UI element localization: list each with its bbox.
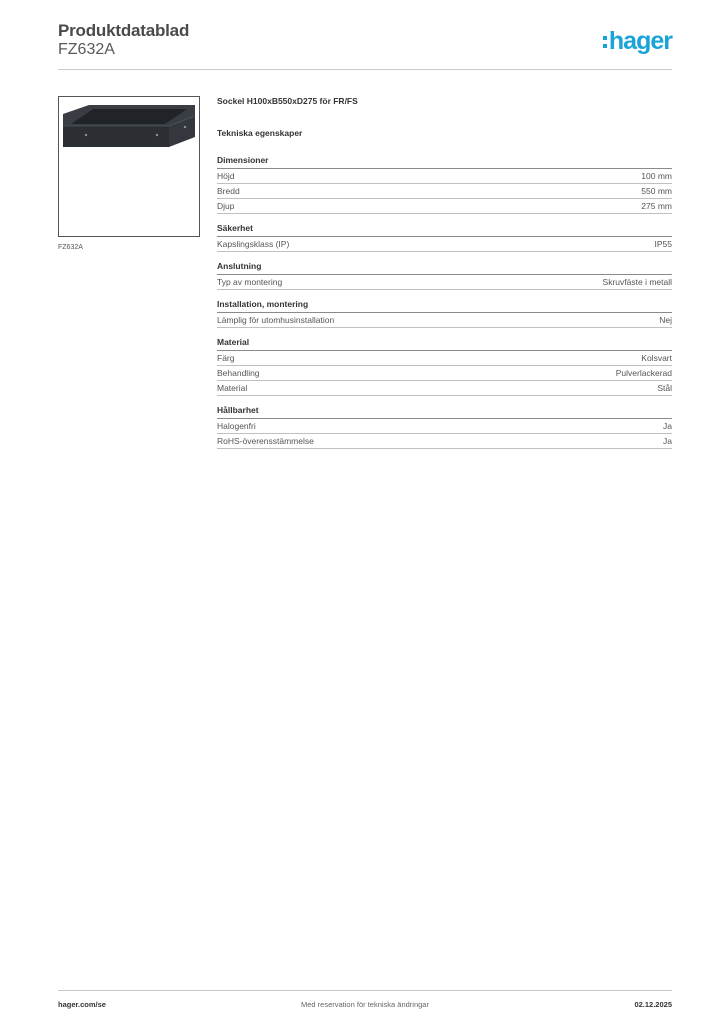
spec-value: Nej <box>659 315 672 325</box>
page-title: Produktdatablad <box>58 21 190 40</box>
spec-label: Halogenfri <box>217 421 256 431</box>
spec-value: Skruvfäste i metall <box>602 277 672 287</box>
spec-row <box>217 313 672 328</box>
spec-label: Lämplig för utomhusinstallation <box>217 315 335 325</box>
spec-label: RoHS-överensstämmelse <box>217 436 314 446</box>
spec-value: IP55 <box>654 239 672 249</box>
section-title: Hållbarhet <box>217 405 672 419</box>
spec-row <box>217 351 672 366</box>
hager-logo[interactable] <box>603 27 672 56</box>
spec-content <box>217 96 672 458</box>
spec-row <box>217 434 672 449</box>
spec-label: Typ av montering <box>217 277 283 287</box>
spec-label: Höjd <box>217 171 235 181</box>
footer-disclaimer: Med reservation för tekniska ändringar <box>301 1000 429 1009</box>
logo-dots-icon <box>603 34 607 50</box>
spec-value: Kolsvart <box>641 353 672 363</box>
section-title: Material <box>217 337 672 351</box>
section-title: Installation, montering <box>217 299 672 313</box>
spec-label: Färg <box>217 353 235 363</box>
spec-value: 275 mm <box>641 201 672 211</box>
spec-label: Material <box>217 383 248 393</box>
cabinet-base-icon <box>59 97 199 236</box>
spec-row <box>217 169 672 184</box>
spec-group <box>217 405 672 449</box>
footer-date: 02.12.2025 <box>634 1000 672 1009</box>
logo-text: hager <box>608 27 672 55</box>
tech-properties-heading: Tekniska egenskaper <box>217 128 303 138</box>
spec-value: 550 mm <box>641 186 672 196</box>
spec-group <box>217 299 672 328</box>
spec-value: Ja <box>663 436 672 446</box>
spec-row <box>217 275 672 290</box>
spec-row <box>217 184 672 199</box>
spec-value: Pulverlackerad <box>615 368 672 378</box>
spec-label: Kapslingsklass (IP) <box>217 239 290 249</box>
spec-value: Stål <box>657 383 672 393</box>
page-header <box>58 21 672 70</box>
spec-row <box>217 366 672 381</box>
spec-label: Bredd <box>217 186 240 196</box>
spec-group <box>217 223 672 252</box>
image-caption: FZ632A <box>58 244 83 251</box>
footer-website-link[interactable]: hager.com/se <box>58 1000 106 1009</box>
spec-row <box>217 381 672 396</box>
spec-label: Djup <box>217 201 235 211</box>
spec-sections <box>217 155 672 449</box>
spec-label: Behandling <box>217 368 260 378</box>
section-title: Säkerhet <box>217 223 672 237</box>
spec-group <box>217 155 672 214</box>
product-name: Sockel H100xB550xD275 för FR/FS <box>217 96 358 106</box>
page-footer <box>58 990 672 1009</box>
spec-row <box>217 237 672 252</box>
spec-value: 100 mm <box>641 171 672 181</box>
product-image <box>58 96 200 237</box>
spec-group <box>217 261 672 290</box>
spec-group <box>217 337 672 396</box>
section-title: Anslutning <box>217 261 672 275</box>
spec-row <box>217 199 672 214</box>
spec-row <box>217 419 672 434</box>
article-number: FZ632A <box>58 41 115 58</box>
spec-value: Ja <box>663 421 672 431</box>
section-title: Dimensioner <box>217 155 672 169</box>
